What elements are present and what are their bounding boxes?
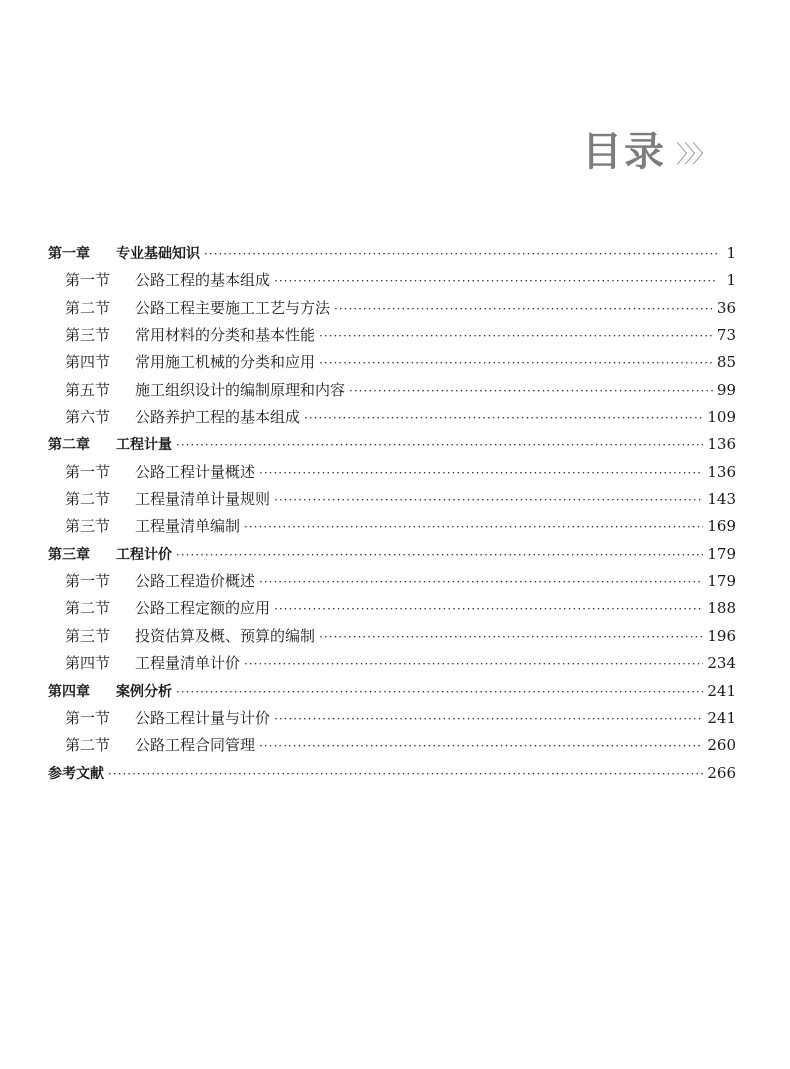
- dot-leader: [274, 487, 703, 514]
- toc-entry-label: [48, 761, 104, 788]
- toc-page-number: 143: [707, 490, 736, 509]
- toc-entry-number: 第五节: [65, 380, 111, 399]
- toc-entry-label: [65, 486, 270, 513]
- toc-entry-number: 第一节: [65, 572, 111, 591]
- toc-entry-label: [65, 322, 315, 349]
- toc-entry-title: 工程量清单编制: [135, 517, 241, 536]
- toc-entry-title: 工程量清单计价: [135, 654, 241, 673]
- toc-entry-number: 第三节: [65, 626, 111, 645]
- toc-entry-title: 工程计量: [116, 437, 172, 454]
- toc-entry-number: 第三节: [65, 326, 111, 345]
- toc-entry-title: 常用施工机械的分类和应用: [135, 353, 316, 372]
- toc-entry-title: 公路工程的基本组成: [135, 271, 271, 290]
- dot-leader: [319, 624, 703, 651]
- toc-entry-title: 公路工程计量概述: [135, 462, 256, 481]
- toc-page-number: 99: [716, 380, 736, 399]
- toc-entry-title: 参考文献: [48, 765, 104, 782]
- toc-section-entry[interactable]: [48, 732, 736, 759]
- toc-section-entry[interactable]: [48, 513, 736, 540]
- toc-entry-label: [48, 679, 172, 706]
- toc-page-number: 234: [707, 654, 736, 673]
- toc-page-number: 136: [707, 435, 736, 454]
- dot-leader: [274, 596, 703, 623]
- toc-entry-title: 常用材料的分类和基本性能: [135, 326, 316, 345]
- toc-section-entry[interactable]: [48, 459, 736, 486]
- dot-leader: [176, 432, 703, 459]
- toc-page-number: 85: [716, 353, 736, 372]
- dot-leader: [319, 350, 713, 377]
- toc-section-entry[interactable]: [48, 295, 736, 322]
- toc-page-number: 179: [707, 544, 736, 563]
- toc-entry-label: [65, 623, 315, 650]
- toc-page-number: 1: [726, 244, 736, 262]
- toc-entry-number: 第六节: [65, 408, 111, 427]
- toc-entry-label: [65, 377, 345, 404]
- chevron-right-icon: 〉〉〉: [676, 140, 712, 168]
- toc-entry-label: [65, 349, 315, 376]
- toc-entry-number: 第二节: [65, 736, 111, 755]
- toc-page-number: 241: [707, 681, 736, 700]
- toc-section-entry[interactable]: [48, 267, 736, 294]
- page-title: 目录: [582, 129, 666, 175]
- toc-section-entry[interactable]: [48, 595, 736, 622]
- toc-entry-title: 案例分析: [116, 683, 172, 700]
- toc-entry-label: [65, 595, 270, 622]
- toc-entry-label: [65, 267, 270, 294]
- toc-section-entry[interactable]: [48, 349, 736, 376]
- dot-leader: [204, 241, 718, 268]
- toc-entry-title: 公路养护工程的基本组成: [135, 408, 301, 427]
- table-of-contents: [48, 240, 736, 787]
- toc-entry-number: 第一节: [65, 271, 111, 290]
- toc-entry-title: 投资估算及概、预算的编制: [135, 626, 316, 645]
- toc-entry-label: [65, 650, 240, 677]
- toc-entry-title: 公路工程定额的应用: [135, 599, 271, 618]
- toc-section-entry[interactable]: [48, 705, 736, 732]
- toc-section-entry[interactable]: [48, 486, 736, 513]
- toc-entry-number: 第一节: [65, 462, 111, 481]
- dot-leader: [244, 514, 703, 541]
- toc-chapter-entry[interactable]: [48, 678, 736, 705]
- dot-leader: [259, 733, 703, 760]
- dot-leader: [108, 761, 703, 788]
- toc-chapter-entry[interactable]: [48, 760, 736, 787]
- toc-entry-label: [65, 404, 300, 431]
- dot-leader: [176, 542, 703, 569]
- toc-page-number: 188: [707, 599, 736, 618]
- dot-leader: [274, 268, 718, 295]
- toc-entry-title: 施工组织设计的编制原理和内容: [135, 380, 346, 399]
- toc-entry-title: 公路工程计量与计价: [135, 708, 271, 727]
- dot-leader: [334, 296, 713, 323]
- toc-section-entry[interactable]: [48, 322, 736, 349]
- toc-entry-number: 第四节: [65, 654, 111, 673]
- toc-section-entry[interactable]: [48, 650, 736, 677]
- toc-entry-number: 第三章: [48, 546, 90, 563]
- dot-leader: [274, 706, 703, 733]
- toc-section-entry[interactable]: [48, 623, 736, 650]
- toc-page-number: 179: [707, 572, 736, 591]
- dot-leader: [349, 378, 713, 405]
- toc-section-entry[interactable]: [48, 377, 736, 404]
- toc-heading: [582, 128, 712, 176]
- toc-chapter-entry[interactable]: [48, 431, 736, 458]
- toc-entry-title: 公路工程合同管理: [135, 736, 256, 755]
- toc-page-number: 109: [707, 408, 736, 427]
- toc-entry-label: [65, 705, 270, 732]
- toc-page-number: 241: [707, 708, 736, 727]
- toc-entry-title: 专业基础知识: [116, 246, 200, 262]
- toc-entry-label: [48, 542, 172, 569]
- toc-page-number: 136: [707, 462, 736, 481]
- dot-leader: [259, 460, 703, 487]
- toc-entry-number: 第二节: [65, 599, 111, 618]
- toc-entry-title: 公路工程造价概述: [135, 572, 256, 591]
- dot-leader: [304, 405, 703, 432]
- toc-entry-number: 第二节: [65, 298, 111, 317]
- toc-page-number: 1: [726, 271, 736, 290]
- toc-entry-label: [65, 295, 330, 322]
- toc-page-number: 196: [707, 626, 736, 645]
- toc-page-number: 36: [716, 298, 736, 317]
- toc-page-number: 73: [716, 326, 736, 345]
- toc-entry-title: 工程量清单计量规则: [135, 490, 271, 509]
- toc-entry-number: 第四节: [65, 353, 111, 372]
- toc-entry-label: [65, 568, 255, 595]
- toc-entry-label: [65, 732, 255, 759]
- toc-entry-number: 第二章: [48, 437, 90, 454]
- toc-entry-label: [48, 432, 172, 459]
- dot-leader: [319, 323, 713, 350]
- toc-entry-number: 第三节: [65, 517, 111, 536]
- dot-leader: [176, 679, 703, 706]
- toc-section-entry[interactable]: [48, 568, 736, 595]
- toc-page-number: 260: [707, 736, 736, 755]
- toc-entry-title: 公路工程主要施工工艺与方法: [135, 298, 331, 317]
- toc-entry-number: 第二节: [65, 490, 111, 509]
- dot-leader: [259, 569, 703, 596]
- toc-page-number: 266: [707, 763, 736, 782]
- toc-entry-number: 第一章: [48, 246, 90, 262]
- toc-entry-title: 工程计价: [116, 546, 172, 563]
- toc-chapter-entry[interactable]: [48, 240, 736, 267]
- toc-chapter-entry[interactable]: [48, 541, 736, 568]
- dot-leader: [244, 651, 703, 678]
- toc-entry-label: [65, 459, 255, 486]
- toc-section-entry[interactable]: [48, 404, 736, 431]
- toc-page-number: 169: [707, 517, 736, 536]
- toc-entry-label: [48, 241, 200, 268]
- toc-entry-label: [65, 513, 240, 540]
- toc-entry-number: 第四章: [48, 683, 90, 700]
- toc-entry-number: 第一节: [65, 708, 111, 727]
